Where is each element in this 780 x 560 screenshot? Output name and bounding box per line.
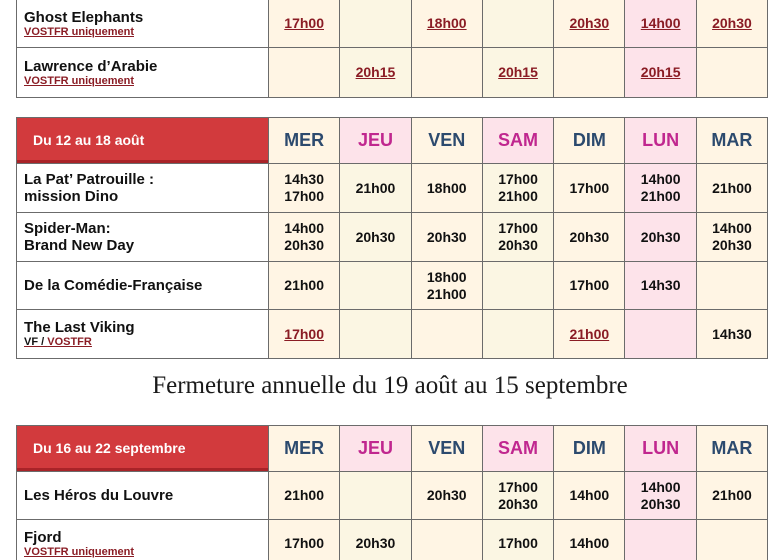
day-header: SAM <box>482 426 553 472</box>
showtime: 14h00 <box>640 478 681 495</box>
day-header: MAR <box>696 118 767 164</box>
film-cell <box>17 310 269 359</box>
showtime-cell <box>625 0 696 48</box>
showtime: 20h30 <box>498 237 538 253</box>
showtime-cell <box>696 520 767 560</box>
showtime: 20h30 <box>498 495 538 512</box>
showtime-cell <box>625 472 696 520</box>
showtime: 17h00 <box>498 171 538 187</box>
film-language-note <box>24 336 268 349</box>
film-title: Lawrence d’Arabie <box>24 57 158 75</box>
showtime: 14h00 <box>569 487 610 503</box>
showtime: 20h30 <box>426 228 467 245</box>
showtime: 21h00 <box>712 179 752 196</box>
film-language-note: VOSTFR uniquement <box>24 545 134 558</box>
table-header-row <box>17 118 768 164</box>
film-cell <box>17 0 269 48</box>
showtime: 21h00 <box>284 277 324 293</box>
showtime-cell <box>269 164 340 213</box>
table-row <box>17 48 768 98</box>
showtime-cell <box>340 213 411 262</box>
showtime-cell <box>554 164 625 213</box>
showtime: 20h30 <box>569 15 610 31</box>
showtime: 18h00 <box>426 268 467 285</box>
showtime: 20h30 <box>284 237 324 253</box>
showtime-cell <box>411 262 482 310</box>
showtime-cell <box>269 48 340 98</box>
film-cell <box>17 520 269 560</box>
table-row <box>17 472 768 520</box>
day-header: MER <box>269 426 340 472</box>
table-header-row <box>17 426 768 472</box>
film-title: De la Comédie-Française <box>24 277 203 294</box>
showtime: 20h30 <box>712 237 752 253</box>
showtime: 20h30 <box>569 228 610 245</box>
day-header: VEN <box>411 426 482 472</box>
film-cell <box>17 48 269 98</box>
film-cell <box>17 213 269 262</box>
showtime-cell <box>269 520 340 560</box>
film-title: Spider-Man: <box>24 220 111 237</box>
table-row <box>17 213 768 262</box>
showtime: 21h00 <box>712 487 752 503</box>
showtime: 21h00 <box>284 487 324 503</box>
showtime: 17h00 <box>284 535 324 551</box>
showtime: 14h00 <box>640 171 681 187</box>
showtime-cell <box>340 520 411 560</box>
showtime-cell <box>269 310 340 359</box>
showtime-cell <box>340 164 411 213</box>
showtime-cell <box>269 472 340 520</box>
showtime: 20h30 <box>640 495 681 512</box>
showtime-cell <box>696 48 767 98</box>
showtime-cell <box>340 48 411 98</box>
showtime: 18h00 <box>426 179 467 196</box>
showtime-cell <box>411 310 482 359</box>
showtime: 17h00 <box>284 15 324 31</box>
showtime: 17h00 <box>498 478 538 495</box>
showtime: 20h30 <box>355 535 396 551</box>
showtime: 20h30 <box>426 487 467 503</box>
showtime-cell <box>482 164 553 213</box>
showtime-cell <box>696 213 767 262</box>
showtime: 17h00 <box>284 325 324 342</box>
showtime-cell <box>482 0 553 48</box>
showtime: 20h15 <box>355 64 396 80</box>
showtime: 17h00 <box>569 277 610 293</box>
showtime-cell <box>625 213 696 262</box>
showtime-cell <box>482 520 553 560</box>
showtime-cell <box>554 310 625 359</box>
showtime: 21h00 <box>426 285 467 302</box>
showtime: 14h00 <box>569 535 610 551</box>
period-header: Du 16 au 22 septembre <box>17 426 269 472</box>
film-cell <box>17 262 269 310</box>
annual-closure-notice: Fermeture annuelle du 19 août au 15 septembre <box>152 372 628 399</box>
showtime: 17h00 <box>284 188 324 204</box>
schedule-table-week1 <box>16 117 768 359</box>
day-header: DIM <box>554 118 625 164</box>
film-title: La Pat’ Patrouille : <box>24 171 155 188</box>
showtime-cell <box>411 48 482 98</box>
showtime-cell <box>482 472 553 520</box>
showtime-cell <box>340 472 411 520</box>
showtime-cell <box>340 0 411 48</box>
showtime-cell <box>554 520 625 560</box>
showtime: 14h00 <box>284 220 324 236</box>
film-note-vostfr: VOSTFR <box>47 336 92 348</box>
table-row <box>17 520 768 560</box>
day-header: JEU <box>340 426 411 472</box>
showtime: 21h00 <box>498 188 538 204</box>
showtime-cell <box>696 164 767 213</box>
film-language-note: VOSTFR uniquement <box>24 74 134 87</box>
showtime-cell <box>696 0 767 48</box>
showtime-cell <box>625 48 696 98</box>
film-cell <box>17 472 269 520</box>
showtime: 17h00 <box>498 535 538 551</box>
day-header: JEU <box>340 118 411 164</box>
showtime-cell <box>696 310 767 359</box>
day-header: LUN <box>625 426 696 472</box>
showtime-cell <box>554 472 625 520</box>
showtime-cell <box>269 0 340 48</box>
schedule-table-previous-week <box>16 0 768 98</box>
showtime-cell <box>411 0 482 48</box>
showtime-cell <box>554 0 625 48</box>
showtime-cell <box>411 472 482 520</box>
showtime-cell <box>554 48 625 98</box>
showtime: 14h30 <box>712 325 752 342</box>
showtime: 20h15 <box>640 64 681 80</box>
showtime-cell <box>625 262 696 310</box>
table-row <box>17 164 768 213</box>
showtime: 14h30 <box>284 171 324 187</box>
day-header: VEN <box>411 118 482 164</box>
film-title: The Last Viking <box>24 319 135 336</box>
showtime-cell <box>696 472 767 520</box>
table-row <box>17 262 768 310</box>
showtime-cell <box>269 262 340 310</box>
showtime-cell <box>269 213 340 262</box>
showtime: 20h30 <box>640 228 681 245</box>
showtime-cell <box>411 520 482 560</box>
period-header: Du 12 au 18 août <box>17 118 269 164</box>
showtime-cell <box>340 310 411 359</box>
showtime-cell <box>625 310 696 359</box>
showtime-cell <box>482 310 553 359</box>
film-title: Les Héros du Louvre <box>24 487 174 504</box>
film-title: Ghost Elephants <box>24 8 144 26</box>
film-note-vf: VF / <box>24 336 48 348</box>
showtime-cell <box>554 262 625 310</box>
film-language-note: VOSTFR uniquement <box>24 25 134 38</box>
showtime-cell <box>482 48 553 98</box>
showtime: 21h00 <box>355 179 396 196</box>
showtime: 14h30 <box>640 277 681 293</box>
showtime-cell <box>411 164 482 213</box>
film-title: Brand New Day <box>24 237 135 254</box>
showtime: 17h00 <box>498 220 538 236</box>
schedule-table-week2 <box>16 425 768 560</box>
showtime: 21h00 <box>640 188 681 204</box>
showtime-cell <box>696 262 767 310</box>
showtime-cell <box>482 213 553 262</box>
showtime: 20h30 <box>712 15 752 31</box>
showtime-cell <box>411 213 482 262</box>
showtime: 17h00 <box>569 179 610 196</box>
showtime-cell <box>482 262 553 310</box>
showtime: 14h00 <box>640 15 681 31</box>
showtime-cell <box>625 520 696 560</box>
table-row <box>17 310 768 359</box>
showtime: 20h15 <box>498 64 538 80</box>
showtime-cell <box>340 262 411 310</box>
showtime-cell <box>554 213 625 262</box>
showtime: 18h00 <box>426 15 467 31</box>
film-title: Fjord <box>24 528 62 546</box>
showtime: 20h30 <box>355 228 396 245</box>
showtime: 21h00 <box>569 325 610 342</box>
day-header: MER <box>269 118 340 164</box>
day-header: SAM <box>482 118 553 164</box>
day-header: LUN <box>625 118 696 164</box>
day-header: MAR <box>696 426 767 472</box>
day-header: DIM <box>554 426 625 472</box>
showtime-cell <box>625 164 696 213</box>
table-row <box>17 0 768 48</box>
film-cell <box>17 164 269 213</box>
showtime: 14h00 <box>712 220 752 236</box>
film-title: mission Dino <box>24 188 119 205</box>
